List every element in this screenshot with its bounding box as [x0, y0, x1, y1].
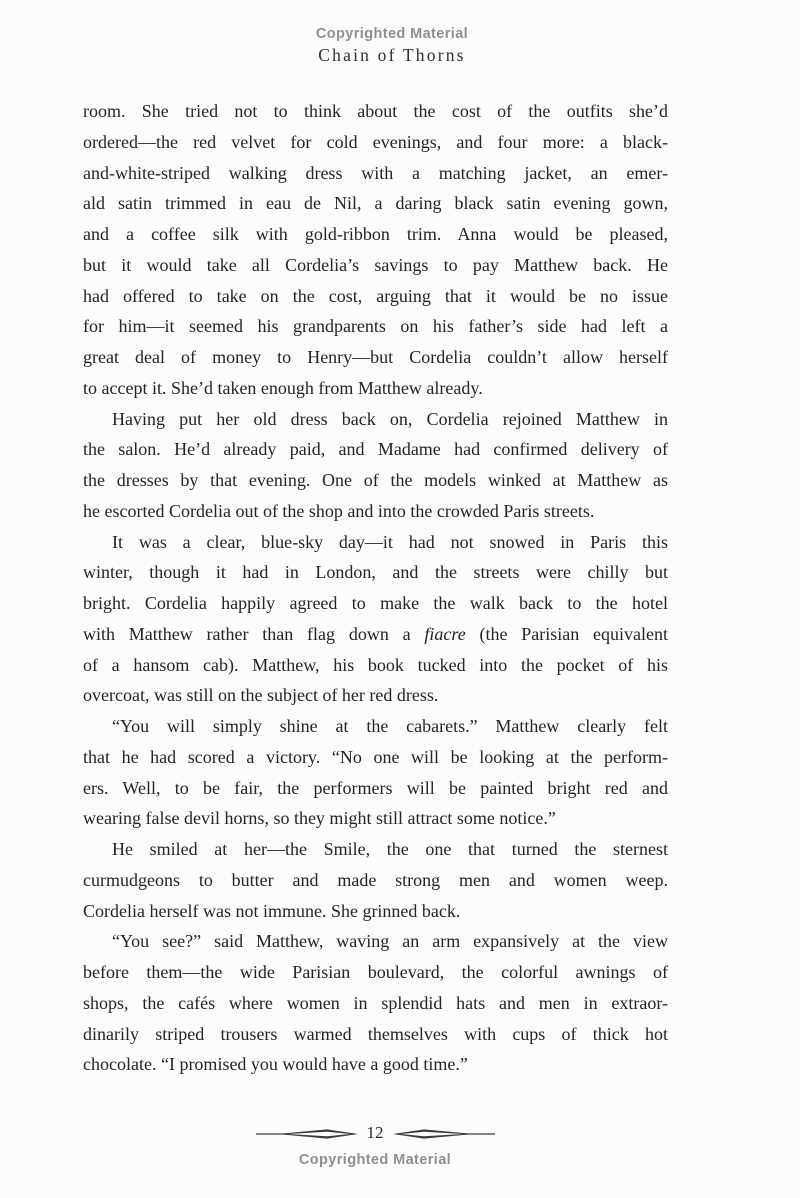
body-text — [83, 96, 668, 1080]
text-line: Having put her old dress back on, Cordelia rejoined Matthew in — [112, 408, 668, 429]
text-line: that he had scored a victory. “No one will be looking at the perform- — [83, 746, 668, 767]
text-line: great deal of money to Henry—but Cordelia couldn’t allow herself — [83, 347, 668, 367]
text-line: “You see?” said Matthew, waving an arm expansively at the view — [112, 931, 668, 952]
paragraph — [83, 527, 668, 712]
text-line: for him—it seemed his grandparents on his father’s side had left a — [83, 316, 668, 337]
divider-ornament-left-icon — [255, 1127, 360, 1141]
text-line: the dresses by that evening. One of the models winked at Matthew as — [83, 470, 668, 490]
text-line: he escorted Cordelia out of the shop and into the crowded Paris streets. — [83, 500, 595, 521]
footer-copyright-notice: Copyrighted Material — [298, 1152, 452, 1168]
text-line: ald satin trimmed in eau de Nil, a daring black satin evening gown, — [83, 193, 668, 214]
text-line: chocolate. “I promised you would have a good time.” — [83, 1054, 468, 1075]
paragraph — [83, 711, 668, 834]
text-line: but it would take all Cordelia’s savings to pay Matthew back. He — [83, 254, 668, 275]
text-line: and a coffee silk with gold-ribbon trim. Anna would be pleased, — [83, 224, 668, 244]
text-line: with Matthew rather than flag down a fiacre (the Parisian equivalent — [83, 623, 668, 644]
paragraph — [83, 834, 668, 926]
text-line: Cordelia herself was not immune. She grinned back. — [83, 900, 461, 921]
text-line: the salon. He’d already paid, and Madame had confirmed delivery of — [83, 439, 668, 460]
text-line: and-white-striped walking dress with a matching jacket, an emer- — [83, 162, 668, 183]
header-copyright-notice: Copyrighted Material — [315, 26, 469, 42]
paragraph — [83, 926, 668, 1080]
text-line: to accept it. She’d taken enough from Matthew already. — [83, 377, 483, 398]
text-line: It was a clear, blue-sky day—it had not snowed in Paris this — [112, 531, 668, 552]
text-line: before them—the wide Parisian boulevard, the colorful awnings of — [83, 962, 668, 982]
text-line: dinarily striped trousers warmed themselves with cups of thick hot — [83, 1023, 668, 1044]
text-line: bright. Cordelia happily agreed to make the walk back to the hotel — [83, 593, 668, 613]
running-head-title: Chain of Thorns — [318, 45, 466, 65]
divider-ornament-right-icon — [391, 1127, 496, 1141]
page-number: 12 — [366, 1123, 384, 1142]
text-line: He smiled at her—the Smile, the one that turned the sternest — [112, 839, 668, 859]
paragraph — [83, 96, 668, 404]
text-line: curmudgeons to butter and made strong men and women weep. — [83, 869, 668, 890]
text-line: shops, the cafés where women in splendid hats and men in extraor- — [83, 992, 668, 1013]
text-line: overcoat, was still on the subject of her red dress. — [83, 685, 439, 706]
text-line: of a hansom cab). Matthew, his book tucked into the pocket of his — [83, 654, 668, 675]
page-number-row — [0, 1124, 750, 1143]
text-line: room. She tried not to think about the cost of the outfits she’d — [83, 101, 668, 121]
text-line: winter, though it had in London, and the streets were chilly but — [83, 562, 668, 583]
paragraph — [83, 404, 668, 527]
text-line: had offered to take on the cost, arguing that it would be no issue — [83, 285, 668, 306]
text-line: wearing false devil horns, so they might still attract some notice.” — [83, 808, 556, 829]
text-line: ers. Well, to be fair, the performers will be painted bright red and — [83, 777, 668, 798]
text-line: “You will simply shine at the cabarets.” Matthew clearly felt — [112, 716, 668, 736]
text-line: ordered—the red velvet for cold evenings, and four more: a black- — [83, 131, 668, 152]
